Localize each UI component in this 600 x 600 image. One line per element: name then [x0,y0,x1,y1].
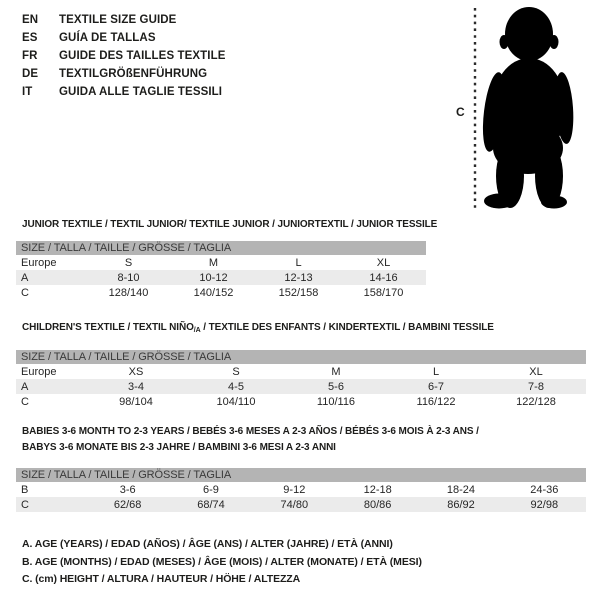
size-value: 104/110 [216,395,256,408]
language-header [22,11,226,101]
size-value: M [331,365,341,378]
size-header: SIZE / TALLA / TAILLE / GRÖSSE / TAGLIA [16,350,586,364]
size-value: 86/92 [419,497,502,512]
table-row-height [16,285,426,300]
table-row-age-years [16,379,586,394]
row-label: A [16,379,86,394]
size-value: 12-13 [256,270,341,285]
childrens-section-title [16,321,586,338]
babies-size-table [16,468,586,512]
size-value: L [432,365,440,378]
row-label: C [16,497,86,512]
size-value: XL [529,365,543,378]
size-value: XS [128,365,144,378]
footnotes [22,536,422,589]
row-label: B [21,483,29,496]
lang-code: IT [22,86,33,98]
size-value: 9-12 [283,483,306,496]
footnote-b: B. AGE (MONTHS) / EDAD (MESES) / ÂGE (MOIS) / ALTER (MONATE) / ETÀ (MESI) [22,555,422,568]
lang-label: GUIDE DES TAILLES TEXTILE [59,50,226,62]
lang-label: TEXTILGRÖßENFÜHRUNG [59,68,208,80]
size-value: 122/128 [516,395,556,408]
title-post: / TEXTILE DES ENFANTS / KINDERTEXTIL / BAMBINI TESSILE [200,322,494,333]
size-value: 6-9 [203,483,219,496]
size-value: XL [376,256,391,269]
junior-size-table [16,241,426,300]
title-line-2: BABYS 3-6 MONATE BIS 2-3 JAHRE / BAMBINI 3-6 MESI A 2-3 ANNI [22,442,336,453]
toddler-silhouette-icon [450,0,600,220]
baby-figure [479,7,575,209]
junior-section-title: JUNIOR TEXTILE / TEXTIL JUNIOR/ TEXTILE JUNIOR / JUNIORTEXTIL / JUNIOR TESSILE [22,219,438,230]
title-pre: CHILDREN'S TEXTILE / TEXTIL NIÑO [22,322,194,333]
row-label: A [16,270,86,285]
size-header: SIZE / TALLA / TAILLE / GRÖSSE / TAGLIA [16,241,426,255]
size-value: S [232,365,240,378]
table-row-height [16,497,586,512]
lang-code: DE [22,68,39,80]
size-value: 140/152 [193,286,234,299]
lang-row-fr [22,47,226,65]
size-value: 4-5 [186,379,286,394]
footnote-a: A. AGE (YEARS) / EDAD (AÑOS) / ÂGE (ANS) / ALTER (JAHRE) / ETÀ (ANNI) [22,538,393,550]
size-value: 14-16 [341,270,426,285]
size-value: 92/98 [503,497,586,512]
row-label: C [21,395,29,408]
table-row-age-years [16,270,426,285]
size-value: 12-18 [363,483,392,496]
title-line-1: BABIES 3-6 MONTH TO 2-3 YEARS / BEBÉS 3-6 MESES A 2-3 AÑOS / BÉBÉS 3-6 MOIS À 2-3 ANS / [22,426,479,437]
lang-row-es [22,29,226,47]
lang-label: GUÍA DE TALLAS [59,32,156,44]
size-value: 158/170 [363,286,404,299]
childrens-section [16,321,586,409]
size-value: 152/158 [278,286,319,299]
size-value: 110/116 [316,395,356,408]
lang-row-de [22,65,226,83]
lang-code: EN [22,14,39,26]
childrens-size-table [16,350,586,409]
size-value: 18-24 [446,483,476,496]
size-value: 116/122 [416,395,456,408]
size-value: M [208,256,219,269]
row-label: Europe [21,256,57,269]
size-value: 62/68 [86,497,169,512]
size-value: 8-10 [86,270,171,285]
size-value: 128/140 [108,286,149,299]
size-header: SIZE / TALLA / TAILLE / GRÖSSE / TAGLIA [16,468,586,482]
size-value: 74/80 [253,497,336,512]
size-value: 3-4 [86,379,186,394]
row-label: Europe [21,365,57,378]
babies-section [16,424,586,512]
size-value: 68/74 [169,497,252,512]
size-value: 6-7 [386,379,486,394]
size-value: 98/104 [119,395,153,408]
table-row-age-months [16,482,586,497]
size-value: L [295,256,302,269]
size-value: 7-8 [486,379,586,394]
babies-section-title [16,424,586,456]
size-value: 80/86 [336,497,419,512]
junior-section [16,218,438,300]
table-row-europe [16,255,426,270]
height-measure-label: C [456,105,465,119]
title-subscript: /A [193,327,201,334]
row-label: C [21,286,29,299]
table-row-height [16,394,586,409]
size-value: 10-12 [171,270,256,285]
figure-area [450,0,600,220]
size-value: 5-6 [286,379,386,394]
lang-label: GUIDA ALLE TAGLIE TESSILI [59,86,223,98]
lang-code: ES [22,32,38,44]
lang-code: FR [22,50,38,62]
size-value: S [124,256,133,269]
table-row-europe [16,364,586,379]
lang-label: TEXTILE SIZE GUIDE [59,14,177,26]
lang-row-en [22,11,226,29]
size-value: 3-6 [119,483,136,496]
footnote-c: C. (cm) HEIGHT / ALTURA / HAUTEUR / HÖHE / ALTEZZA [22,573,301,585]
size-value: 24-36 [530,483,559,496]
lang-row-it [22,83,226,101]
